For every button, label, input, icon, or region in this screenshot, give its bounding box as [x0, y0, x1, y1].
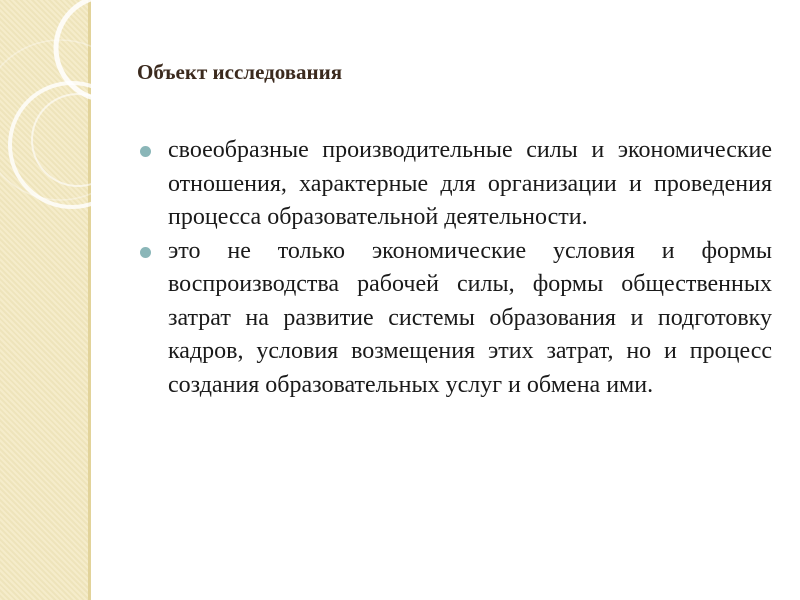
- bullet-list: [140, 134, 772, 402]
- bullet-text: это не только экономические условия и формы воспроизводства рабочей силы, формы общественных затрат на развитие системы образования и подготовку кадров, условия возмещения этих затрат, но и процесс создания образовательных услуг и обмена ими.: [168, 237, 772, 398]
- slide-title: Объект исследования: [137, 60, 343, 84]
- bullet-dot-icon: [140, 247, 151, 258]
- bullet-dot-icon: [140, 146, 151, 157]
- bullet-text: своеобразные производительные силы и экономические отношения, характерные для организации и проведения процесса образовательной деятельности.: [168, 137, 772, 230]
- decorative-ring-medium: [10, 83, 134, 207]
- bullet-item: [140, 134, 772, 235]
- bullet-item: [140, 235, 772, 403]
- decorative-ring-small: [32, 94, 124, 186]
